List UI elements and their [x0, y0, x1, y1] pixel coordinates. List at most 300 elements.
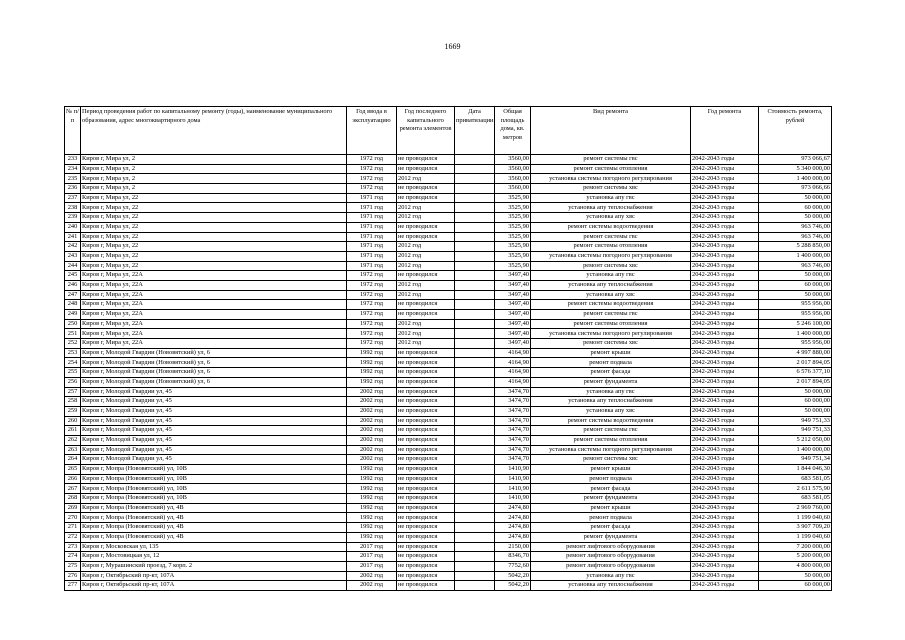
cell-year-built: 1992 год [347, 474, 397, 484]
cell-last-repair: не проводился [397, 435, 455, 445]
cell-work-kind: ремонт системы хвс [531, 455, 691, 465]
cell-area: 3474,70 [495, 397, 531, 407]
cell-year-built: 1992 год [347, 513, 397, 523]
cell-repair-year: 2042-2043 годы [691, 397, 759, 407]
cell-repair-year: 2042-2043 годы [691, 561, 759, 571]
cell-num: 246 [65, 280, 81, 290]
cell-area: 5042,20 [495, 581, 531, 591]
cell-address: Киров г, Мира ул, 22А [81, 280, 347, 290]
cell-num: 256 [65, 377, 81, 387]
cell-last-repair: не проводился [397, 513, 455, 523]
cell-repair-year: 2042-2043 годы [691, 513, 759, 523]
cell-cost: 1 400 000,00 [759, 445, 832, 455]
cell-repair-year: 2042-2043 годы [691, 503, 759, 513]
cell-last-repair: не проводился [397, 184, 455, 194]
header-area: Общая площадь дома, кв. метров [495, 107, 531, 155]
cell-privatization [455, 348, 495, 358]
table-header [65, 107, 832, 155]
cell-address: Киров г, Мира ул, 22 [81, 193, 347, 203]
cell-num: 240 [65, 222, 81, 232]
cell-num: 259 [65, 406, 81, 416]
cell-address: Киров г, Молодой Гвардии (Нововятский) ул, 6 [81, 358, 347, 368]
table-row [65, 426, 832, 436]
cell-cost: 683 581,05 [759, 494, 832, 504]
cell-year-built: 1972 год [347, 329, 397, 339]
cell-last-repair: не проводился [397, 406, 455, 416]
cell-year-built: 1972 год [347, 300, 397, 310]
cell-area: 3560,00 [495, 164, 531, 174]
cell-privatization [455, 503, 495, 513]
cell-work-kind: ремонт крыши [531, 465, 691, 475]
cell-repair-year: 2042-2043 годы [691, 581, 759, 591]
cell-area: 3497,40 [495, 300, 531, 310]
cell-work-kind: ремонт системы водоотведения [531, 222, 691, 232]
cell-work-kind: ремонт системы водоотведения [531, 300, 691, 310]
cell-work-kind: установка апу теплоснабжения [531, 203, 691, 213]
table-row [65, 484, 832, 494]
cell-num: 247 [65, 290, 81, 300]
cell-work-kind: ремонт системы отопления [531, 164, 691, 174]
cell-last-repair: не проводился [397, 310, 455, 320]
cell-last-repair: не проводился [397, 561, 455, 571]
cell-area: 7752,60 [495, 561, 531, 571]
cell-last-repair: не проводился [397, 164, 455, 174]
cell-cost: 1 199 040,60 [759, 532, 832, 542]
cell-year-built: 2002 год [347, 416, 397, 426]
cell-year-built: 1971 год [347, 193, 397, 203]
cell-num: 235 [65, 174, 81, 184]
cell-last-repair: не проводился [397, 271, 455, 281]
cell-area: 4164,90 [495, 358, 531, 368]
cell-address: Киров г, Мопра (Нововятский) ул, 10В [81, 494, 347, 504]
cell-year-built: 1972 год [347, 280, 397, 290]
table-row [65, 368, 832, 378]
cell-last-repair: не проводился [397, 397, 455, 407]
table-row [65, 193, 832, 203]
cell-cost: 5 212 050,00 [759, 435, 832, 445]
cell-privatization [455, 251, 495, 261]
cell-repair-year: 2042-2043 годы [691, 251, 759, 261]
cell-privatization [455, 494, 495, 504]
cell-address: Киров г, Мира ул, 22А [81, 310, 347, 320]
cell-address: Киров г, Мира ул, 22 [81, 213, 347, 223]
cell-cost: 5 200 000,00 [759, 552, 832, 562]
table-row [65, 581, 832, 591]
cell-repair-year: 2042-2043 годы [691, 300, 759, 310]
cell-repair-year: 2042-2043 годы [691, 203, 759, 213]
cell-privatization [455, 368, 495, 378]
cell-num: 243 [65, 251, 81, 261]
table-row [65, 571, 832, 581]
cell-work-kind: ремонт системы хвс [531, 184, 691, 194]
cell-num: 251 [65, 329, 81, 339]
cell-address: Киров г, Молодой Гвардии ул, 45 [81, 416, 347, 426]
table-body [65, 155, 832, 591]
table-row [65, 251, 832, 261]
cell-address: Киров г, Московская ул, 135 [81, 542, 347, 552]
cell-work-kind: ремонт системы отопления [531, 242, 691, 252]
cell-address: Киров г, Мопра (Нововятский) ул, 4В [81, 532, 347, 542]
cell-last-repair: не проводился [397, 581, 455, 591]
cell-address: Киров г, Октябрьский пр-кт, 107А [81, 571, 347, 581]
table-row [65, 435, 832, 445]
cell-repair-year: 2042-2043 годы [691, 319, 759, 329]
cell-last-repair: 2012 год [397, 329, 455, 339]
cell-cost: 683 581,05 [759, 474, 832, 484]
cell-cost: 1 199 040,60 [759, 513, 832, 523]
cell-cost: 50 000,00 [759, 290, 832, 300]
cell-cost: 5 246 100,00 [759, 319, 832, 329]
cell-year-built: 1971 год [347, 251, 397, 261]
cell-privatization [455, 193, 495, 203]
cell-privatization [455, 271, 495, 281]
cell-year-built: 1971 год [347, 242, 397, 252]
cell-area: 3560,00 [495, 155, 531, 165]
cell-repair-year: 2042-2043 годы [691, 193, 759, 203]
cell-last-repair: не проводился [397, 358, 455, 368]
cell-num: 267 [65, 484, 81, 494]
cell-repair-year: 2042-2043 годы [691, 542, 759, 552]
cell-num: 257 [65, 387, 81, 397]
cell-num: 270 [65, 513, 81, 523]
cell-address: Киров г, Молодой Гвардии ул, 45 [81, 455, 347, 465]
cell-area: 3560,00 [495, 184, 531, 194]
cell-year-built: 1992 год [347, 503, 397, 513]
cell-cost: 973 066,66 [759, 184, 832, 194]
cell-year-built: 2002 год [347, 445, 397, 455]
cell-privatization [455, 222, 495, 232]
table-row [65, 329, 832, 339]
cell-privatization [455, 532, 495, 542]
cell-privatization [455, 561, 495, 571]
cell-privatization [455, 184, 495, 194]
cell-year-built: 1992 год [347, 523, 397, 533]
cell-num: 269 [65, 503, 81, 513]
cell-last-repair: не проводился [397, 445, 455, 455]
cell-last-repair: не проводился [397, 474, 455, 484]
cell-repair-year: 2042-2043 годы [691, 406, 759, 416]
cell-repair-year: 2042-2043 годы [691, 222, 759, 232]
table-row [65, 310, 832, 320]
cell-year-built: 1972 год [347, 184, 397, 194]
cell-area: 2474,80 [495, 513, 531, 523]
cell-cost: 50 000,00 [759, 406, 832, 416]
cell-address: Киров г, Мира ул, 2 [81, 164, 347, 174]
cell-repair-year: 2042-2043 годы [691, 155, 759, 165]
cell-area: 3474,70 [495, 426, 531, 436]
table-row [65, 358, 832, 368]
cell-repair-year: 2042-2043 годы [691, 348, 759, 358]
cell-repair-year: 2042-2043 годы [691, 310, 759, 320]
table-row [65, 503, 832, 513]
cell-address: Киров г, Мира ул, 22 [81, 222, 347, 232]
cell-cost: 949 751,33 [759, 416, 832, 426]
cell-area: 3474,70 [495, 406, 531, 416]
cell-work-kind: ремонт фундамента [531, 377, 691, 387]
cell-num: 249 [65, 310, 81, 320]
cell-address: Киров г, Мира ул, 22А [81, 329, 347, 339]
cell-address: Киров г, Мира ул, 22 [81, 261, 347, 271]
cell-address: Киров г, Мопра (Нововятский) ул, 4В [81, 513, 347, 523]
cell-cost: 963 746,00 [759, 232, 832, 242]
table-row [65, 465, 832, 475]
cell-privatization [455, 435, 495, 445]
cell-privatization [455, 310, 495, 320]
cell-repair-year: 2042-2043 годы [691, 184, 759, 194]
cell-work-kind: установка апу хвс [531, 406, 691, 416]
cell-work-kind: установка апу гвс [531, 193, 691, 203]
cell-year-built: 2002 год [347, 455, 397, 465]
cell-cost: 949 751,34 [759, 455, 832, 465]
cell-repair-year: 2042-2043 годы [691, 435, 759, 445]
cell-num: 248 [65, 300, 81, 310]
cell-cost: 60 000,00 [759, 581, 832, 591]
cell-last-repair: не проводился [397, 387, 455, 397]
cell-address: Киров г, Мира ул, 22А [81, 290, 347, 300]
cell-year-built: 2017 год [347, 561, 397, 571]
cell-repair-year: 2042-2043 годы [691, 532, 759, 542]
cell-work-kind: ремонт подвала [531, 358, 691, 368]
cell-num: 252 [65, 339, 81, 349]
cell-last-repair: не проводился [397, 465, 455, 475]
cell-address: Киров г, Октябрьский пр-кт, 107А [81, 581, 347, 591]
cell-work-kind: ремонт системы отопления [531, 435, 691, 445]
cell-privatization [455, 242, 495, 252]
cell-year-built: 2017 год [347, 542, 397, 552]
cell-year-built: 1992 год [347, 377, 397, 387]
cell-num: 241 [65, 232, 81, 242]
cell-year-built: 1992 год [347, 532, 397, 542]
cell-area: 3497,40 [495, 329, 531, 339]
header-cost: Стоимость ремонта, рублей [759, 107, 832, 155]
cell-address: Киров г, Мостовицкая ул, 12 [81, 552, 347, 562]
cell-num: 272 [65, 532, 81, 542]
cell-last-repair: не проводился [397, 571, 455, 581]
cell-area: 3497,40 [495, 280, 531, 290]
table-row [65, 455, 832, 465]
cell-repair-year: 2042-2043 годы [691, 494, 759, 504]
cell-work-kind: установка системы погодного регулирования [531, 251, 691, 261]
table-row [65, 416, 832, 426]
cell-num: 274 [65, 552, 81, 562]
cell-area: 3525,90 [495, 203, 531, 213]
cell-address: Киров г, Молодой Гвардии ул, 45 [81, 435, 347, 445]
header-year-built: Год ввода в эксплуатацию [347, 107, 397, 155]
cell-privatization [455, 329, 495, 339]
cell-year-built: 1972 год [347, 174, 397, 184]
cell-last-repair: не проводился [397, 532, 455, 542]
cell-last-repair: не проводился [397, 552, 455, 562]
cell-address: Киров г, Мира ул, 22А [81, 300, 347, 310]
cell-year-built: 1972 год [347, 310, 397, 320]
cell-repair-year: 2042-2043 годы [691, 465, 759, 475]
cell-year-built: 2002 год [347, 406, 397, 416]
cell-address: Киров г, Мопра (Нововятский) ул, 4В [81, 503, 347, 513]
cell-work-kind: установка апу теплоснабжения [531, 397, 691, 407]
cell-area: 3525,90 [495, 222, 531, 232]
cell-cost: 60 000,00 [759, 203, 832, 213]
cell-address: Киров г, Мира ул, 22 [81, 251, 347, 261]
cell-work-kind: ремонт системы гвс [531, 155, 691, 165]
cell-last-repair: не проводился [397, 542, 455, 552]
cell-work-kind: установка системы погодного регулирования [531, 329, 691, 339]
cell-repair-year: 2042-2043 годы [691, 339, 759, 349]
cell-work-kind: установка системы погодного регулирования [531, 174, 691, 184]
cell-last-repair: не проводился [397, 416, 455, 426]
table-row [65, 280, 832, 290]
cell-repair-year: 2042-2043 годы [691, 232, 759, 242]
table-row [65, 377, 832, 387]
table-row [65, 397, 832, 407]
cell-area: 3474,70 [495, 416, 531, 426]
cell-privatization [455, 319, 495, 329]
table-row [65, 523, 832, 533]
table-row [65, 319, 832, 329]
table-row [65, 406, 832, 416]
cell-cost: 955 956,00 [759, 300, 832, 310]
cell-cost: 949 751,33 [759, 426, 832, 436]
table-row [65, 532, 832, 542]
cell-year-built: 1992 год [347, 358, 397, 368]
cell-year-built: 2002 год [347, 571, 397, 581]
cell-cost: 4 997 880,00 [759, 348, 832, 358]
cell-cost: 1 400 000,00 [759, 251, 832, 261]
cell-privatization [455, 339, 495, 349]
cell-num: 264 [65, 455, 81, 465]
cell-last-repair: не проводился [397, 523, 455, 533]
cell-repair-year: 2042-2043 годы [691, 164, 759, 174]
cell-last-repair: не проводился [397, 484, 455, 494]
cell-work-kind: ремонт системы гвс [531, 232, 691, 242]
cell-area: 3525,90 [495, 213, 531, 223]
cell-privatization [455, 358, 495, 368]
cell-num: 233 [65, 155, 81, 165]
cell-area: 2150,00 [495, 542, 531, 552]
cell-cost: 955 956,00 [759, 310, 832, 320]
cell-cost: 2 969 760,00 [759, 503, 832, 513]
table-row [65, 232, 832, 242]
cell-cost: 50 000,00 [759, 193, 832, 203]
cell-last-repair: 2012 год [397, 174, 455, 184]
cell-privatization [455, 581, 495, 591]
cell-num: 266 [65, 474, 81, 484]
cell-repair-year: 2042-2043 годы [691, 213, 759, 223]
cell-address: Киров г, Молодой Гвардии ул, 45 [81, 426, 347, 436]
cell-cost: 1 844 046,30 [759, 465, 832, 475]
cell-num: 238 [65, 203, 81, 213]
page-number: 1669 [444, 42, 461, 51]
cell-num: 237 [65, 193, 81, 203]
table-row [65, 339, 832, 349]
cell-privatization [455, 416, 495, 426]
cell-num: 276 [65, 571, 81, 581]
cell-cost: 50 000,00 [759, 213, 832, 223]
cell-privatization [455, 426, 495, 436]
cell-privatization [455, 455, 495, 465]
cell-work-kind: ремонт лифтового оборудования [531, 552, 691, 562]
cell-privatization [455, 203, 495, 213]
cell-year-built: 1992 год [347, 368, 397, 378]
cell-num: 262 [65, 435, 81, 445]
cell-repair-year: 2042-2043 годы [691, 552, 759, 562]
cell-num: 253 [65, 348, 81, 358]
cell-work-kind: ремонт системы гвс [531, 310, 691, 320]
cell-privatization [455, 290, 495, 300]
cell-area: 3474,70 [495, 445, 531, 455]
cell-area: 8346,70 [495, 552, 531, 562]
cell-address: Киров г, Мира ул, 2 [81, 174, 347, 184]
cell-num: 255 [65, 368, 81, 378]
cell-area: 3474,70 [495, 455, 531, 465]
header-repair-year: Год ремонта [691, 107, 759, 155]
cell-repair-year: 2042-2043 годы [691, 261, 759, 271]
cell-area: 3474,70 [495, 387, 531, 397]
cell-repair-year: 2042-2043 годы [691, 445, 759, 455]
cell-area: 1410,90 [495, 484, 531, 494]
cell-work-kind: установка апу хвс [531, 290, 691, 300]
cell-last-repair: 2012 год [397, 339, 455, 349]
header-address: Период проведения работ по капитальному ремонту (годы), наименование муниципального образования, адрес многоквартирного дома [81, 107, 347, 155]
cell-year-built: 2002 год [347, 435, 397, 445]
cell-repair-year: 2042-2043 годы [691, 484, 759, 494]
cell-work-kind: ремонт фасада [531, 523, 691, 533]
cell-address: Киров г, Молодой Гвардии ул, 45 [81, 445, 347, 455]
cell-num: 254 [65, 358, 81, 368]
cell-area: 3525,90 [495, 242, 531, 252]
table-row [65, 348, 832, 358]
cell-last-repair: не проводился [397, 503, 455, 513]
cell-privatization [455, 300, 495, 310]
cell-last-repair: 2012 год [397, 203, 455, 213]
cell-address: Киров г, Мопра (Нововятский) ул, 10В [81, 474, 347, 484]
cell-year-built: 2002 год [347, 426, 397, 436]
cell-last-repair: не проводился [397, 193, 455, 203]
cell-privatization [455, 445, 495, 455]
cell-privatization [455, 280, 495, 290]
cell-address: Киров г, Мира ул, 22 [81, 232, 347, 242]
cell-repair-year: 2042-2043 годы [691, 271, 759, 281]
cell-num: 250 [65, 319, 81, 329]
cell-num: 271 [65, 523, 81, 533]
cell-work-kind: установка апу теплоснабжения [531, 280, 691, 290]
cell-privatization [455, 261, 495, 271]
cell-cost: 2 017 894,05 [759, 377, 832, 387]
header-privatization: Дата приватизации [455, 107, 495, 155]
cell-address: Киров г, Мопра (Нововятский) ул, 4В [81, 523, 347, 533]
cell-repair-year: 2042-2043 годы [691, 455, 759, 465]
cell-year-built: 1971 год [347, 261, 397, 271]
cell-address: Киров г, Мира ул, 22 [81, 242, 347, 252]
table-row [65, 155, 832, 165]
cell-last-repair: не проводился [397, 368, 455, 378]
cell-privatization [455, 542, 495, 552]
cell-area: 5042,20 [495, 571, 531, 581]
cell-privatization [455, 523, 495, 533]
table-row [65, 561, 832, 571]
cell-cost: 7 200 000,00 [759, 542, 832, 552]
cell-last-repair: не проводился [397, 222, 455, 232]
cell-cost: 4 800 000,00 [759, 561, 832, 571]
cell-work-kind: ремонт фасада [531, 484, 691, 494]
cell-last-repair: 2012 год [397, 251, 455, 261]
cell-repair-year: 2042-2043 годы [691, 368, 759, 378]
cell-num: 239 [65, 213, 81, 223]
cell-year-built: 2002 год [347, 581, 397, 591]
cell-year-built: 1971 год [347, 203, 397, 213]
cell-address: Киров г, Мира ул, 2 [81, 155, 347, 165]
table-row [65, 494, 832, 504]
cell-cost: 60 000,00 [759, 280, 832, 290]
